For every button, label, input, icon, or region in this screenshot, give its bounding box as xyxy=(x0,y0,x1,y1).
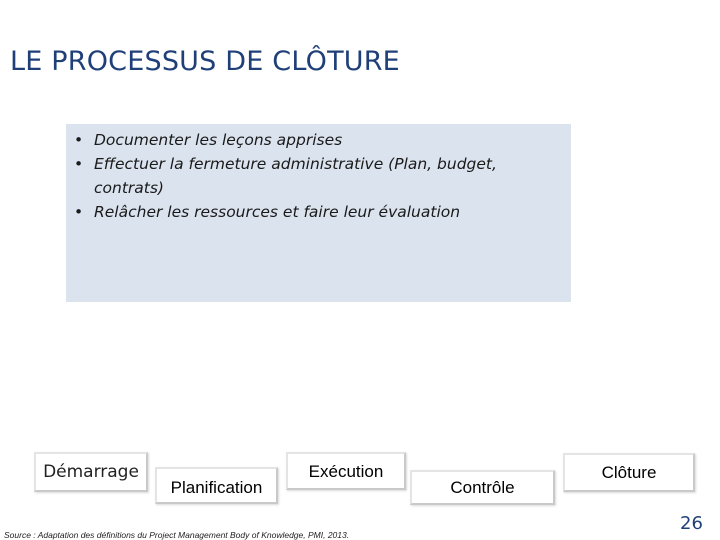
page-number: 26 xyxy=(680,513,703,534)
bullet-text: Relâcher les ressources et faire leur évaluation xyxy=(94,203,461,221)
stage-label: Exécution xyxy=(308,462,384,481)
bullet-icon: • xyxy=(74,203,84,221)
bullet-icon: • xyxy=(74,131,84,149)
bullet-list xyxy=(74,124,544,224)
stage-demarrage xyxy=(34,452,148,492)
stage-label: Planification xyxy=(170,478,263,497)
source-note: Source : Adaptation des définitions du Project Management Body of Knowledge, PMI, 2013. xyxy=(4,530,350,540)
stage-label: Clôture xyxy=(601,463,657,482)
slide-title: LE PROCESSUS DE CLÔTURE xyxy=(10,46,400,77)
closing-process-box xyxy=(66,124,571,302)
stage-label: Démarrage xyxy=(43,462,139,482)
bullet-item xyxy=(74,200,544,224)
stage-execution xyxy=(286,452,406,490)
bullet-item xyxy=(74,128,544,152)
bullet-icon: • xyxy=(74,155,84,173)
bullet-text: Documenter les leçons apprises xyxy=(94,131,343,149)
bullet-item xyxy=(74,152,544,200)
bullet-text: Effectuer la fermeture administrative (Plan, budget, contrats) xyxy=(94,155,497,197)
stage-cloture xyxy=(563,453,695,492)
stage-planification xyxy=(155,467,278,504)
stage-controle xyxy=(410,470,555,505)
stage-label: Contrôle xyxy=(450,478,515,497)
